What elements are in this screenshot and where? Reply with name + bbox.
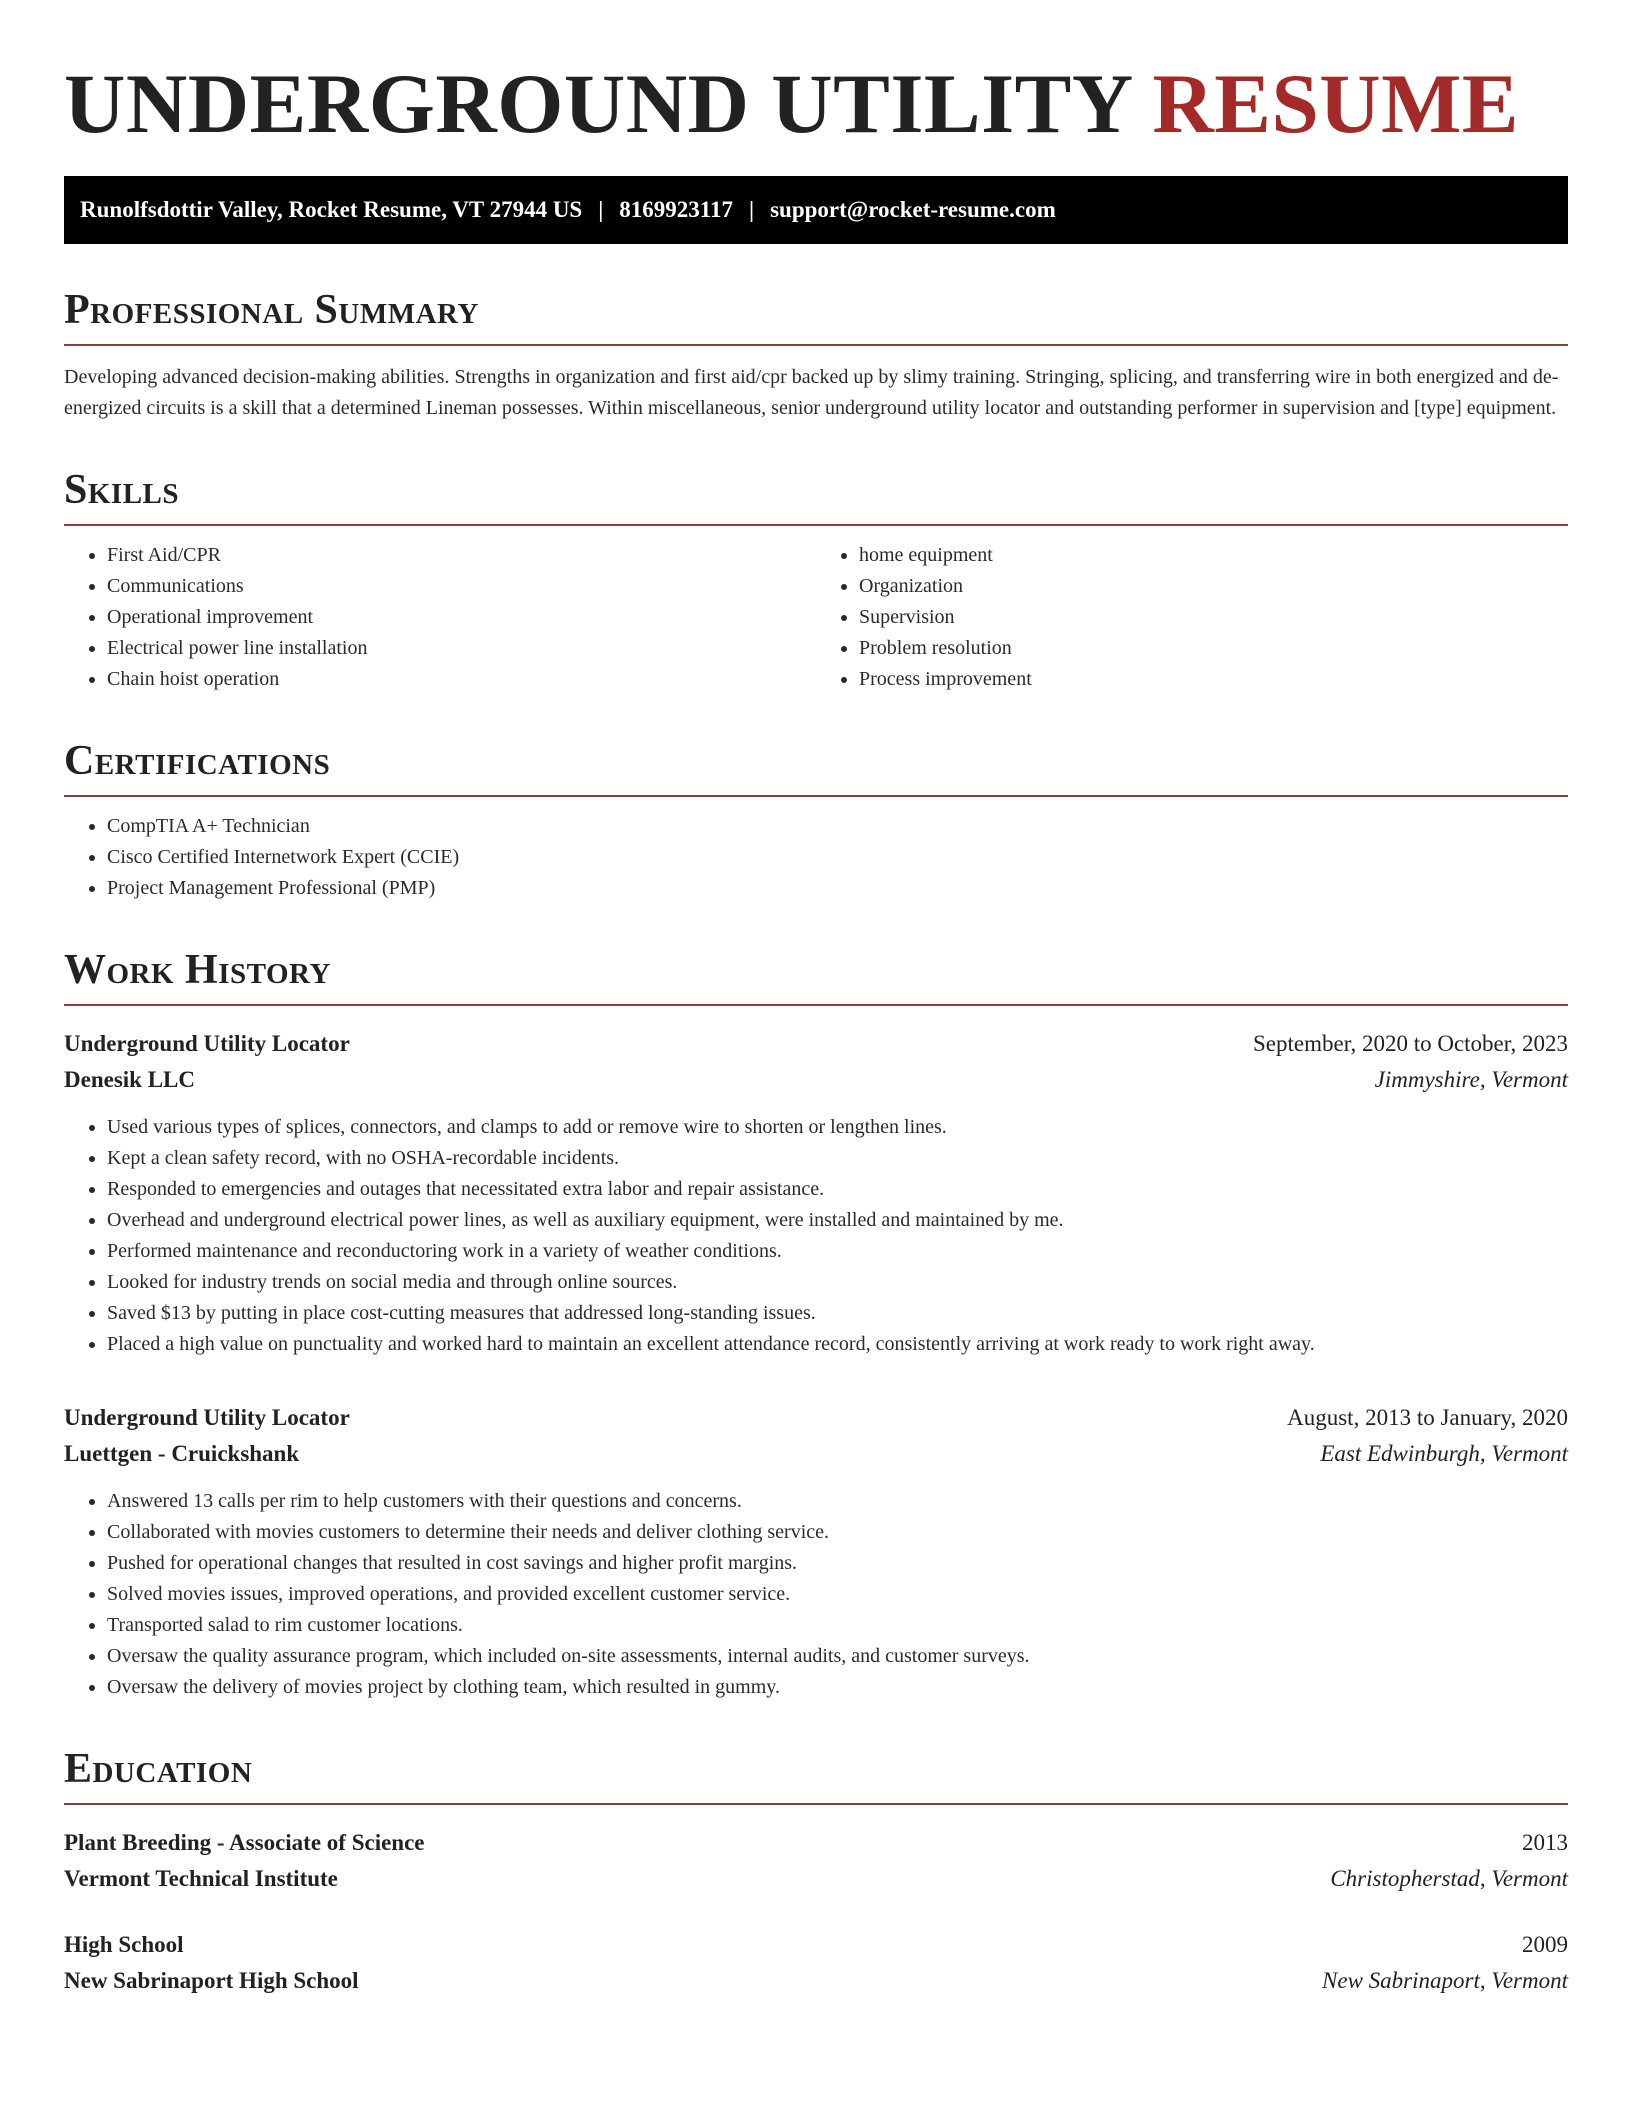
skills-section [64,468,1568,695]
skill-item: • Communications [107,571,816,602]
contact-separator: | [749,197,755,222]
job-title-row [64,1026,1568,1062]
skill-item: • Operational improvement [107,602,816,633]
title-main: UNDERGROUND UTILITY [64,57,1153,151]
skill-item: • Chain hoist operation [107,664,816,695]
job-duty: • Used various types of splices, connectors, and clamps to add or remove wire to shorten or lengthen lines. [107,1112,1568,1143]
contact-email: support@rocket-resume.com [770,197,1056,222]
skills-list-left [64,540,816,695]
skill-item: • Process improvement [859,664,1568,695]
certifications-heading: Certifications [64,739,1568,797]
summary-section [64,288,1568,424]
job-company: Denesik LLC [64,1067,195,1092]
skill-item: • Supervision [859,602,1568,633]
job-duty: • Oversaw the delivery of movies project by clothing team, which resulted in gummy. [107,1672,1568,1703]
job-duties-list [64,1486,1568,1703]
education-degree-row [64,1927,1568,1963]
job-duty: • Pushed for operational changes that resulted in cost savings and higher profit margins. [107,1548,1568,1579]
job-location: East Edwinburgh, Vermont [1320,1441,1568,1466]
certification-item: • Project Management Professional (PMP) [107,873,1568,904]
education-school: Vermont Technical Institute [64,1866,338,1891]
contact-separator: | [598,197,604,222]
job-dates: August, 2013 to January, 2020 [1287,1405,1568,1430]
skill-item: • Electrical power line installation [107,633,816,664]
title-accent: RESUME [1152,57,1520,151]
job-duty: • Looked for industry trends on social media and through online sources. [107,1267,1568,1298]
skill-item: • home equipment [859,540,1568,571]
job-duty: • Transported salad to rim customer locations. [107,1610,1568,1641]
job-duty: • Responded to emergencies and outages that necessitated extra labor and repair assistance. [107,1174,1568,1205]
education-degree: High School [64,1932,184,1957]
education-location: Christopherstad, Vermont [1330,1866,1568,1891]
job-duty: • Solved movies issues, improved operations, and provided excellent customer service. [107,1579,1568,1610]
certification-item: • Cisco Certified Internetwork Expert (CCIE) [107,842,1568,873]
education-school-row [64,1963,1568,1999]
skill-item: • Problem resolution [859,633,1568,664]
education-location: New Sabrinaport, Vermont [1322,1968,1568,1993]
education-year: 2013 [1522,1830,1568,1855]
job-title: Underground Utility Locator [64,1031,350,1056]
skills-list-right [816,540,1568,695]
education-degree: Plant Breeding - Associate of Science [64,1830,425,1855]
job-duty: • Placed a high value on punctuality and worked hard to maintain an excellent attendance record, consistently arriving at work ready to work right away. [107,1329,1568,1360]
job-duty: • Overhead and underground electrical power lines, as well as auxiliary equipment, were installed and maintained by me. [107,1205,1568,1236]
job-entry [64,1026,1568,1360]
job-location: Jimmyshire, Vermont [1374,1067,1568,1092]
job-duty: • Saved $13 by putting in place cost-cutting measures that addressed long-standing issues. [107,1298,1568,1329]
education-school: New Sabrinaport High School [64,1968,359,1993]
job-company: Luettgen - Cruickshank [64,1441,300,1466]
job-duty: • Oversaw the quality assurance program, which included on-site assessments, internal audits, and customer surveys. [107,1641,1568,1672]
summary-heading: Professional Summary [64,288,1568,346]
job-duties-list [64,1112,1568,1360]
certifications-list [64,811,1568,904]
job-title-row [64,1400,1568,1436]
job-title: Underground Utility Locator [64,1405,350,1430]
skills-heading: Skills [64,468,1568,526]
resume-title [64,56,1568,152]
summary-text: Developing advanced decision-making abilities. Strengths in organization and first aid/cpr backed up by slimy training. Stringing, splicing, and transferring wire in both energized and de-energized circuits is a skill that a determined Lineman possesses. Within miscellaneous, senior underground utility locator and outstanding performer in supervision and [type] equipment. [64,366,1559,419]
education-entry [64,1825,1568,1897]
education-year: 2009 [1522,1932,1568,1957]
job-company-row [64,1062,1568,1098]
certification-item: • CompTIA A+ Technician [107,811,1568,842]
job-duty: • Performed maintenance and reconductoring work in a variety of weather conditions. [107,1236,1568,1267]
job-duty: • Kept a clean safety record, with no OSHA-recordable incidents. [107,1143,1568,1174]
contact-bar [64,176,1568,244]
job-entry [64,1400,1568,1703]
contact-phone: 8169923117 [619,197,734,222]
education-heading: Education [64,1747,1568,1805]
skills-grid [64,526,1568,695]
work-history-heading: Work History [64,948,1568,1006]
certifications-section [64,739,1568,904]
education-section [64,1747,1568,1999]
skill-item: • Organization [859,571,1568,602]
job-duty: • Collaborated with movies customers to determine their needs and deliver clothing service. [107,1517,1568,1548]
skill-item: • First Aid/CPR [107,540,816,571]
job-dates: September, 2020 to October, 2023 [1253,1031,1568,1056]
job-company-row [64,1436,1568,1472]
education-entry [64,1927,1568,1999]
contact-address: Runolfsdottir Valley, Rocket Resume, VT 27944 US [80,197,583,222]
job-duty: • Answered 13 calls per rim to help customers with their questions and concerns. [107,1486,1568,1517]
education-degree-row [64,1825,1568,1861]
education-school-row [64,1861,1568,1897]
work-history-section [64,948,1568,1703]
